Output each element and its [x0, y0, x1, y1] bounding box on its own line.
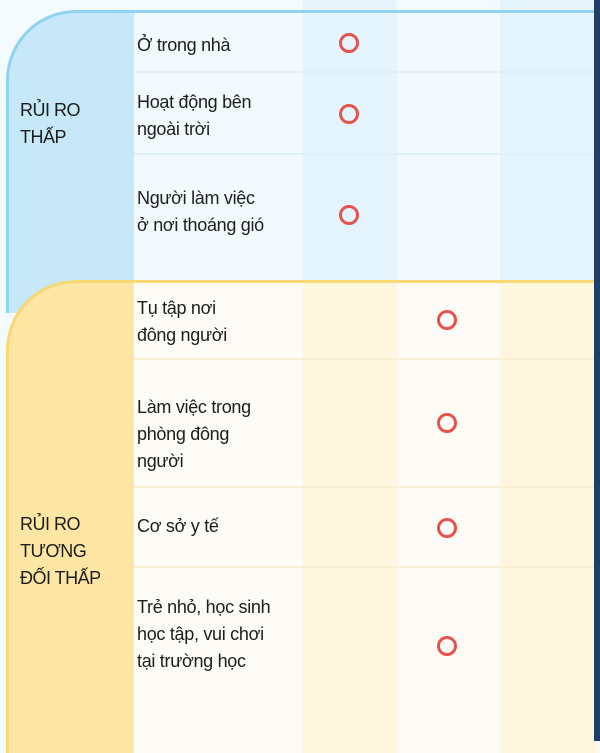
table-row: [134, 73, 594, 155]
text-line: Ở trong nhà: [137, 35, 231, 55]
table-row: [134, 488, 594, 568]
circle-mark-icon: [339, 104, 359, 124]
row-label: [137, 185, 264, 239]
text-line: người: [137, 451, 184, 471]
text-line: tại trường học: [137, 651, 246, 671]
text-line: Làm việc trong: [137, 397, 251, 417]
table-row: [134, 568, 594, 741]
circle-mark-icon: [437, 518, 457, 538]
relatively-low-risk-rows: [6, 283, 594, 741]
low-risk-rows: [6, 13, 594, 281]
table-row: [134, 283, 594, 360]
row-label: [137, 295, 227, 349]
text-line: Hoạt động bên: [137, 92, 252, 112]
text-line: phòng đông: [137, 424, 230, 444]
table-row: [134, 13, 594, 73]
table-row: [134, 155, 594, 281]
row-label: [137, 513, 219, 540]
label-line: RỦI RO: [20, 100, 80, 120]
row-label: [137, 594, 270, 675]
label-line: RỦI RO: [20, 514, 80, 534]
text-line: Trẻ nhỏ, học sinh: [137, 597, 271, 617]
text-line: Tụ tập nơi: [137, 298, 216, 318]
row-label: [137, 32, 230, 59]
circle-mark-icon: [437, 413, 457, 433]
text-line: ngoài trời: [137, 119, 210, 139]
text-line: Người làm việc: [137, 188, 255, 208]
row-label: [137, 394, 251, 475]
text-line: học tập, vui chơi: [137, 624, 264, 644]
circle-mark-icon: [339, 205, 359, 225]
circle-mark-icon: [437, 636, 457, 656]
row-label: [137, 89, 251, 143]
text-line: Cơ sở y tế: [137, 516, 219, 536]
text-line: ở nơi thoáng gió: [137, 215, 264, 235]
label-line: TƯƠNG: [20, 541, 87, 561]
text-line: đông người: [137, 325, 227, 345]
circle-mark-icon: [339, 33, 359, 53]
label-line: ĐỐI THẤP: [20, 568, 101, 588]
circle-mark-icon: [437, 310, 457, 330]
label-line: THẤP: [20, 127, 67, 147]
table-row: [134, 360, 594, 488]
right-edge-bar: [594, 0, 600, 741]
